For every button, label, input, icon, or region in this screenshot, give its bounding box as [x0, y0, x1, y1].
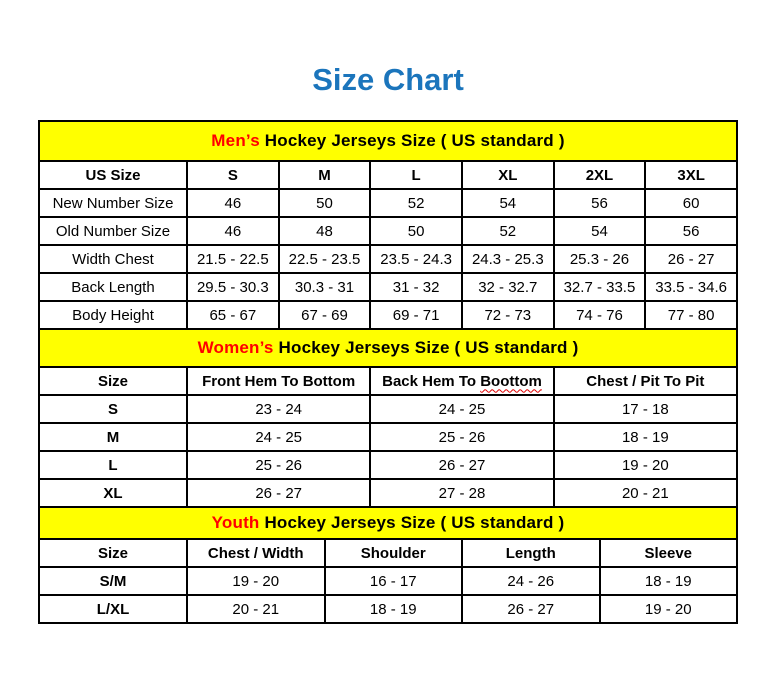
cell-value: 54: [462, 189, 554, 217]
cell-value: 23 - 24: [187, 395, 370, 423]
section-title-text: Hockey Jerseys Size ( US standard ): [259, 131, 565, 150]
cell-value: 50: [370, 217, 462, 245]
cell-value: 24 - 25: [187, 423, 370, 451]
cell-value: 56: [645, 217, 737, 245]
cell-value: 31 - 32: [370, 273, 462, 301]
table-row: [39, 395, 737, 423]
section-band-youth: [39, 507, 737, 539]
cell-value: 74 - 76: [554, 301, 646, 329]
section-title-text: Hockey Jerseys Size ( US standard ): [259, 513, 565, 532]
cell-value: 19 - 20: [600, 595, 738, 623]
section-band-mens: [39, 121, 737, 161]
row-label: M: [39, 423, 187, 451]
cell-value: 16 - 17: [325, 567, 463, 595]
table-row: [39, 245, 737, 273]
table-row: [39, 451, 737, 479]
cell-value: 26 - 27: [645, 245, 737, 273]
cell-value: 25.3 - 26: [554, 245, 646, 273]
cell-value: 22.5 - 23.5: [279, 245, 371, 273]
table-row: [39, 595, 737, 623]
cell-value: 20 - 21: [187, 595, 325, 623]
cell-value: 18 - 19: [554, 423, 737, 451]
cell-value: 69 - 71: [370, 301, 462, 329]
cell-value: 67 - 69: [279, 301, 371, 329]
section-title-accent: Youth: [211, 513, 260, 532]
cell-value: 50: [279, 189, 371, 217]
table-row: [39, 423, 737, 451]
table-row: [39, 189, 737, 217]
cell-value: 60: [645, 189, 737, 217]
row-label: L: [39, 451, 187, 479]
column-header-text: Back Hem To: [382, 372, 481, 390]
cell-value: 48: [279, 217, 371, 245]
column-header: XL: [462, 161, 554, 189]
cell-value: 24.3 - 25.3: [462, 245, 554, 273]
table-row: [39, 301, 737, 329]
row-label: L/XL: [39, 595, 187, 623]
column-header-misspelled-word: Boottom: [480, 372, 542, 390]
column-header: Shoulder: [325, 539, 463, 567]
cell-value: 52: [370, 189, 462, 217]
cell-value: 26 - 27: [187, 479, 370, 507]
size-table-youth: [38, 506, 738, 624]
section-band-womens: [39, 329, 737, 367]
cell-value: 25 - 26: [370, 423, 553, 451]
row-label: XL: [39, 479, 187, 507]
column-header: Size: [39, 539, 187, 567]
column-header: Size: [39, 367, 187, 395]
cell-value: 17 - 18: [554, 395, 737, 423]
cell-value: 77 - 80: [645, 301, 737, 329]
cell-value: 24 - 26: [462, 567, 600, 595]
column-header: US Size: [39, 161, 187, 189]
row-label: New Number Size: [39, 189, 187, 217]
size-table-mens: [38, 120, 738, 330]
cell-value: 24 - 25: [370, 395, 553, 423]
column-header: L: [370, 161, 462, 189]
cell-value: 19 - 20: [554, 451, 737, 479]
cell-value: 52: [462, 217, 554, 245]
cell-value: 33.5 - 34.6: [645, 273, 737, 301]
row-label: Width Chest: [39, 245, 187, 273]
row-label: Old Number Size: [39, 217, 187, 245]
column-header: 3XL: [645, 161, 737, 189]
section-title-accent: Women’s: [197, 338, 274, 357]
cell-value: 30.3 - 31: [279, 273, 371, 301]
section-title-accent: Men’s: [211, 131, 260, 150]
column-header: S: [187, 161, 279, 189]
column-header: [370, 367, 553, 395]
cell-value: 21.5 - 22.5: [187, 245, 279, 273]
tables: [38, 120, 738, 624]
column-header: Sleeve: [600, 539, 738, 567]
cell-value: 65 - 67: [187, 301, 279, 329]
row-label: S/M: [39, 567, 187, 595]
table-row: [39, 479, 737, 507]
section-title-text: Hockey Jerseys Size ( US standard ): [273, 338, 579, 357]
table-row: [39, 217, 737, 245]
row-label: S: [39, 395, 187, 423]
cell-value: 25 - 26: [187, 451, 370, 479]
cell-value: 32.7 - 33.5: [554, 273, 646, 301]
cell-value: 56: [554, 189, 646, 217]
size-table-womens: [38, 328, 738, 508]
column-header: Chest / Width: [187, 539, 325, 567]
table-row: [39, 567, 737, 595]
cell-value: 19 - 20: [187, 567, 325, 595]
cell-value: 46: [187, 217, 279, 245]
cell-value: 26 - 27: [462, 595, 600, 623]
cell-value: 18 - 19: [600, 567, 738, 595]
column-header: Front Hem To Bottom: [187, 367, 370, 395]
cell-value: 46: [187, 189, 279, 217]
table-row: [39, 273, 737, 301]
cell-value: 20 - 21: [554, 479, 737, 507]
column-header: 2XL: [554, 161, 646, 189]
cell-value: 18 - 19: [325, 595, 463, 623]
cell-value: 29.5 - 30.3: [187, 273, 279, 301]
row-label: Body Height: [39, 301, 187, 329]
cell-value: 27 - 28: [370, 479, 553, 507]
column-header: M: [279, 161, 371, 189]
column-header: Chest / Pit To Pit: [554, 367, 737, 395]
cell-value: 32 - 32.7: [462, 273, 554, 301]
cell-value: 72 - 73: [462, 301, 554, 329]
page-title: Size Chart: [312, 62, 464, 97]
cell-value: 26 - 27: [370, 451, 553, 479]
cell-value: 23.5 - 24.3: [370, 245, 462, 273]
row-label: Back Length: [39, 273, 187, 301]
column-header: Length: [462, 539, 600, 567]
cell-value: 54: [554, 217, 646, 245]
